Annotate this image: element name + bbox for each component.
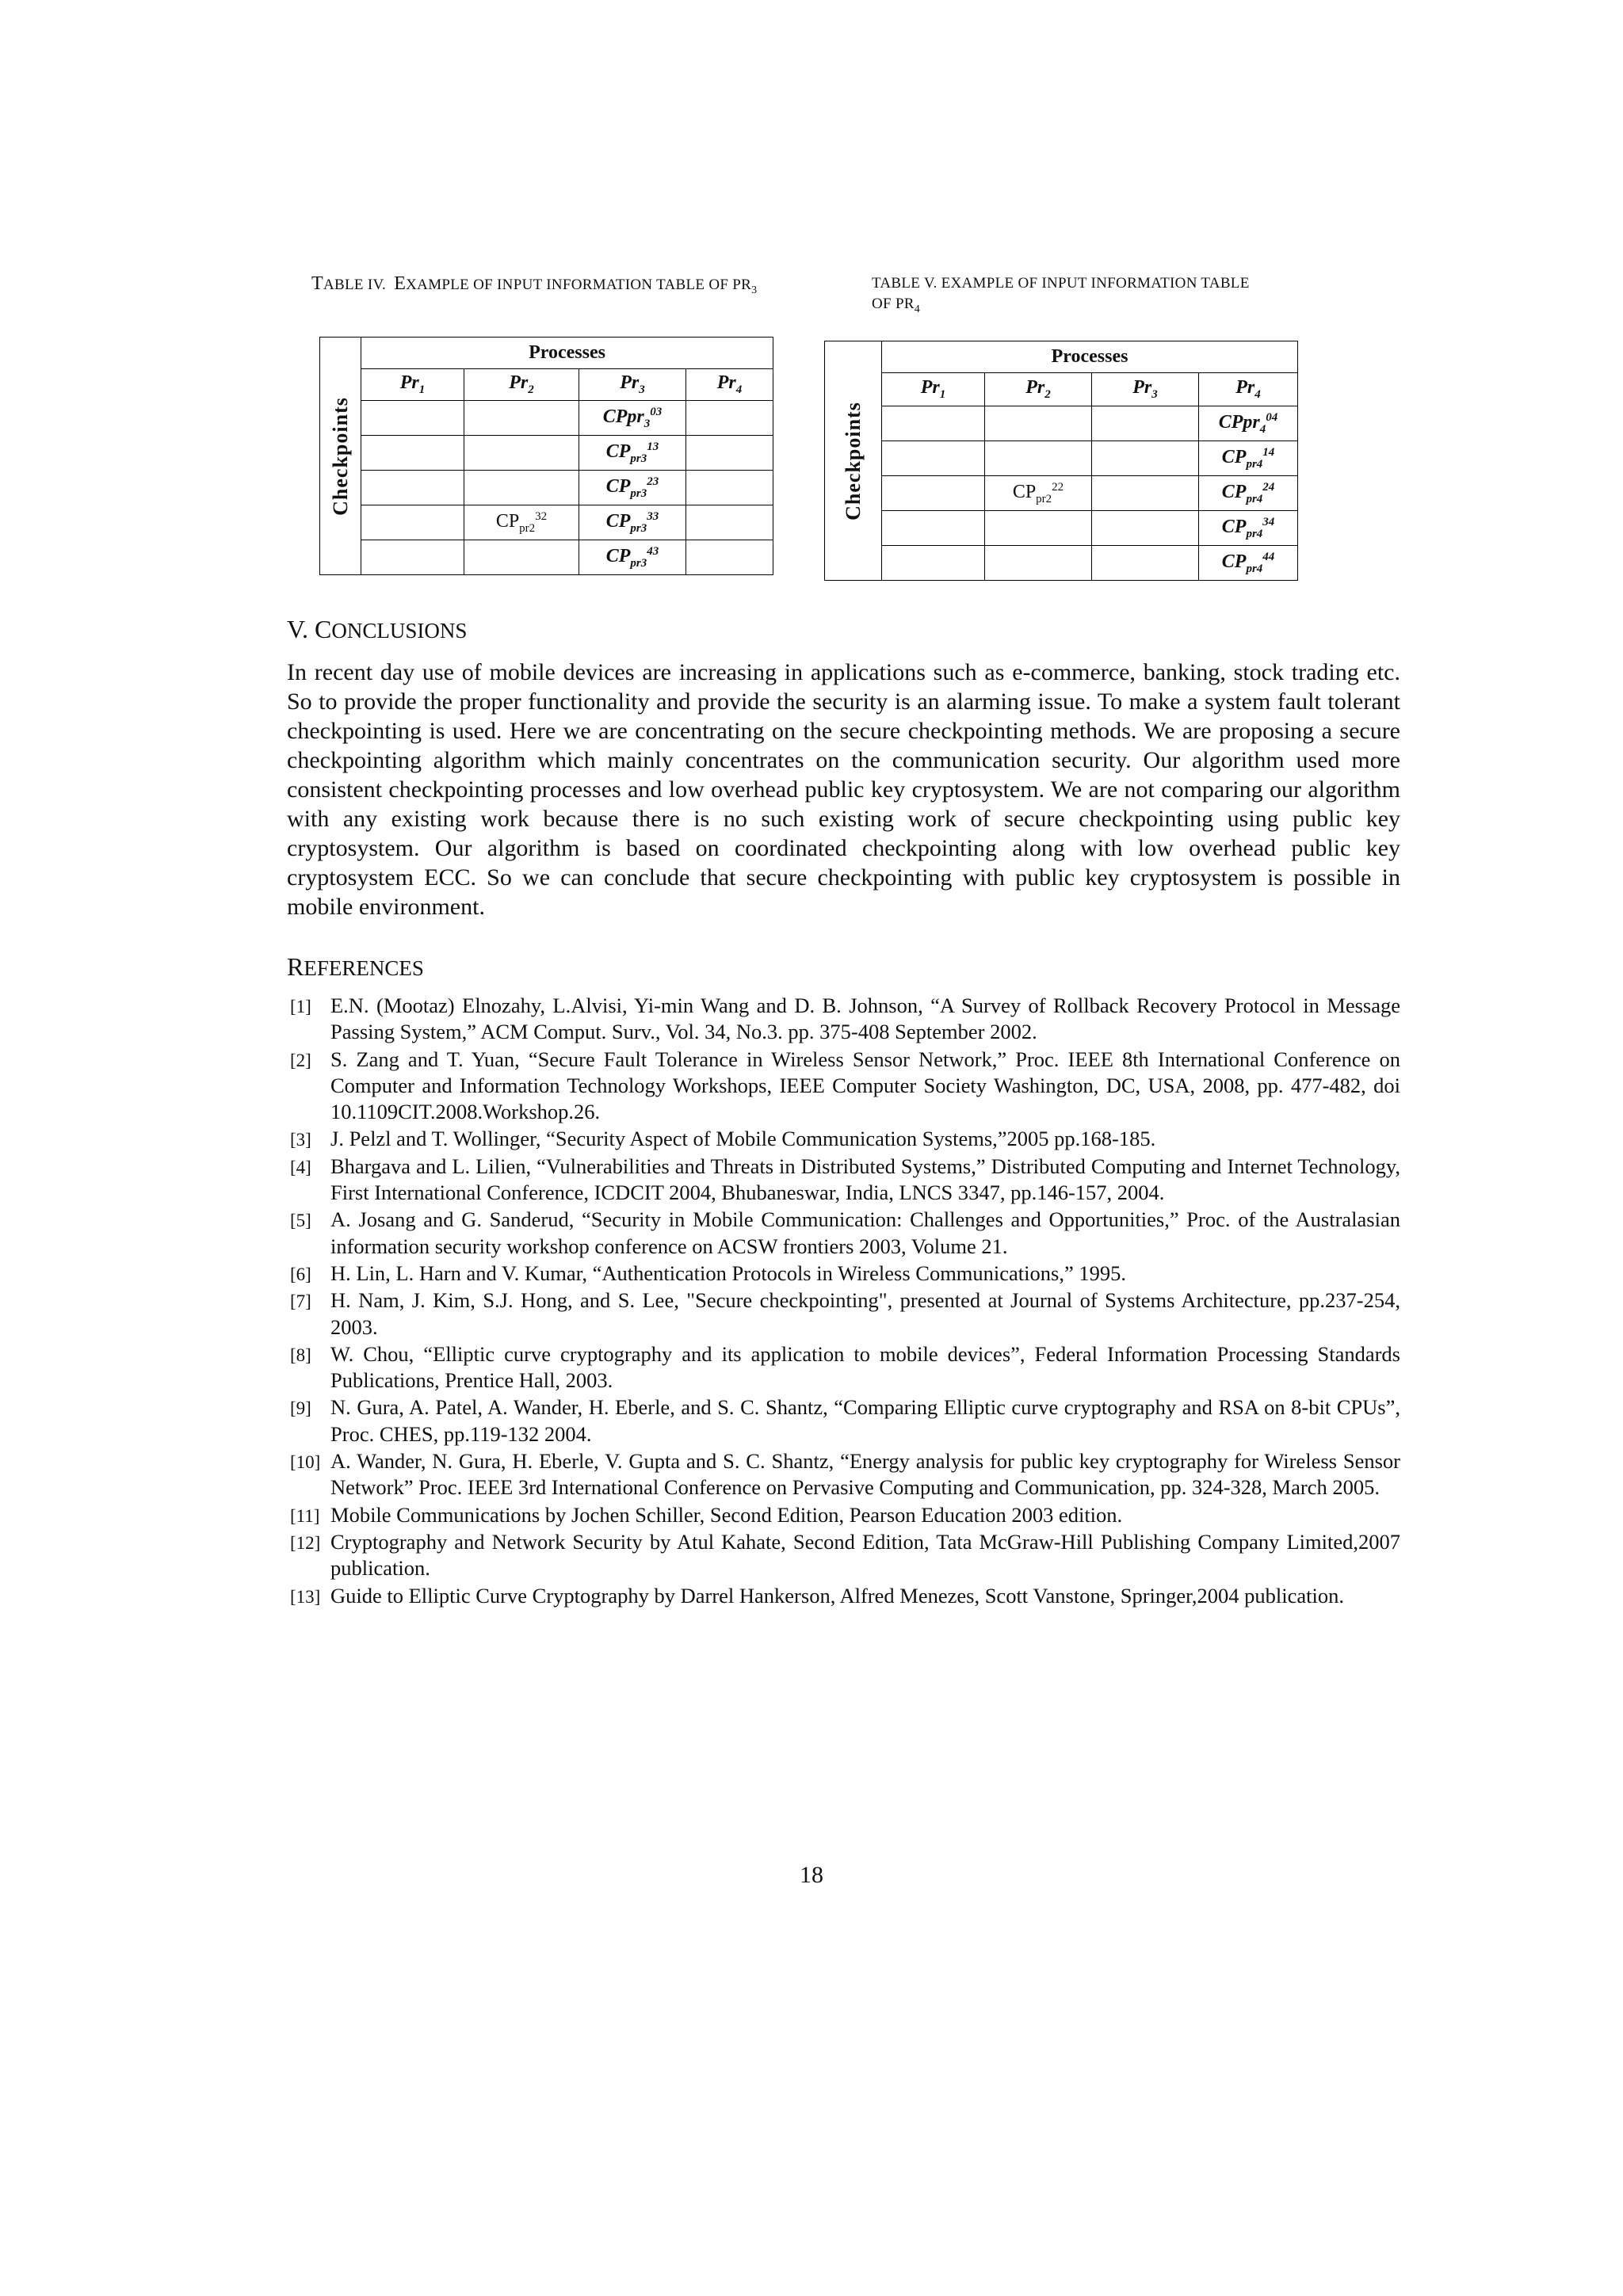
checkpoints-label: Checkpoints xyxy=(841,401,865,521)
checkpoint-cell: $CP_{pr2}^{22}$ xyxy=(985,476,1092,511)
column-header-pr2: $Pr_2$ xyxy=(464,369,579,401)
reference-text: A. Josang and G. Sanderud, “Security in Mobile Communication: Challenges and Opportunities,” Proc. of the Australasian information security workshop conference on ACSW frontiers 2003, Volume 21. xyxy=(330,1207,1400,1258)
reference-text: Mobile Communications by Jochen Schiller, Second Edition, Pearson Education 2003 edition. xyxy=(330,1502,1123,1527)
checkpoint-cell: $CP_{pr3}^{43}$ xyxy=(579,540,686,575)
reference-item xyxy=(290,1529,1400,1582)
table-cell xyxy=(686,540,773,575)
checkpoint-cell: $CP_{pr4}^{14}$ xyxy=(1199,441,1298,476)
reference-item xyxy=(290,1287,1400,1341)
reference-number: [12] xyxy=(290,1532,321,1553)
reference-text: H. Lin, L. Harn and V. Kumar, “Authentication Protocols in Wireless Communications,” 1995. xyxy=(330,1261,1126,1285)
checkpoint-cell: CPpr$_3^{03}$ xyxy=(579,401,686,436)
checkpoints-label: Checkpoints xyxy=(328,396,352,516)
reference-number: [8] xyxy=(290,1344,311,1365)
reference-number: [5] xyxy=(290,1211,311,1231)
reference-number: [2] xyxy=(290,1050,311,1070)
reference-number: [9] xyxy=(290,1398,311,1419)
checkpoint-cell: $CP_{pr2}^{32}$ xyxy=(464,505,579,540)
reference-text: E.N. (Mootaz) Elnozahy, L.Alvisi, Yi-min Wang and D. B. Johnson, “A Survey of Rollback Recovery Protocol in Message Passing System,” ACM Comput. Surv., Vol. 34, No.3. pp. 375-408 September 2002. xyxy=(330,994,1400,1044)
reference-item xyxy=(290,1047,1400,1126)
table-cell xyxy=(882,406,985,441)
table5-caption-line1: TABLE V. EXAMPLE OF INPUT INFORMATION TABLE xyxy=(872,275,1250,292)
table-cell xyxy=(361,505,464,540)
reference-number: [7] xyxy=(290,1291,311,1312)
table-cell xyxy=(985,546,1092,581)
checkpoints-header xyxy=(320,338,361,575)
table-cell xyxy=(361,436,464,471)
reference-number: [3] xyxy=(290,1130,311,1150)
reference-number: [6] xyxy=(290,1264,311,1284)
reference-number: [11] xyxy=(290,1505,320,1526)
column-header-pr1: $Pr_1$ xyxy=(361,369,464,401)
checkpoint-cell: $CP_{pr4}^{24}$ xyxy=(1199,476,1298,511)
table-cell xyxy=(1092,546,1199,581)
table5-caption-line2: OF $PR_4$ xyxy=(872,296,921,315)
reference-item xyxy=(290,1448,1400,1501)
table-cell xyxy=(464,471,579,505)
table-cell xyxy=(361,401,464,436)
column-header-pr2: $Pr_2$ xyxy=(985,373,1092,406)
table-cell xyxy=(1092,476,1199,511)
column-header-pr3: $Pr_3$ xyxy=(579,369,686,401)
table-cell xyxy=(985,511,1092,546)
table5 xyxy=(824,341,1298,581)
checkpoints-header xyxy=(825,341,882,581)
column-header-pr3: $Pr_3$ xyxy=(1092,373,1199,406)
table-cell xyxy=(985,406,1092,441)
reference-text: Cryptography and Network Security by Atul Kahate, Second Edition, Tata McGraw-Hill Publishing Company Limited,2007 publication. xyxy=(330,1529,1400,1581)
reference-item xyxy=(290,1261,1400,1287)
page-number: 18 xyxy=(800,1862,823,1888)
table-cell xyxy=(882,546,985,581)
reference-text: Bhargava and L. Lilien, “Vulnerabilities and Threats in Distributed Systems,” Distributed Computing and Internet Technology, First International Conference, ICDCIT 2004, Bhubaneswar, India, LNCS 3347, pp.146-157, 2004. xyxy=(330,1154,1400,1205)
column-header-pr4: $Pr_4$ xyxy=(686,369,773,401)
reference-text: Guide to Elliptic Curve Cryptography by Darrel Hankerson, Alfred Menezes, Scott Vanstone, Springer,2004 publication. xyxy=(330,1583,1345,1608)
table-cell xyxy=(985,441,1092,476)
reference-text: W. Chou, “Elliptic curve cryptography and its application to mobile devices”, Federal Information Processing Standards Publications, Prentice Hall, 2003. xyxy=(330,1341,1400,1393)
table-cell xyxy=(686,471,773,505)
checkpoint-cell: $CP_{pr3}^{23}$ xyxy=(579,471,686,505)
reference-item xyxy=(290,1154,1400,1207)
references-heading: REFERENCES xyxy=(287,952,424,981)
reference-number: [1] xyxy=(290,997,311,1016)
reference-item xyxy=(290,1502,1400,1528)
column-header-pr1: $Pr_1$ xyxy=(882,373,985,406)
reference-text: A. Wander, N. Gura, H. Eberle, V. Gupta and S. C. Shantz, “Energy analysis for public key cryptography for Wireless Sensor Network” Proc. IEEE 3rd International Conference on Pervasive Computing and Communication, pp. 324-328, March 2005. xyxy=(330,1449,1400,1500)
reference-item xyxy=(290,1126,1400,1152)
reference-text: S. Zang and T. Yuan, “Secure Fault Tolerance in Wireless Sensor Network,” Proc. IEEE 8th International Conference on Computer and Information Technology Workshops, IEEE Computer Society Washington, DC, USA, 2008, pp. 477-482, doi 10.1109CIT.2008.Workshop.26. xyxy=(330,1047,1400,1124)
conclusions-paragraph: In recent day use of mobile devices are increasing in applications such as e-commerce, banking, stock trading etc. So to provide the proper functionality and provide the security is an alarming issue. To make a system fault tolerant checkpointing is used. Here we are concentrating on the secure checkpointing methods. We are proposing a secure checkpointing algorithm which mainly concentrates on the communication security. Our algorithm used more consistent checkpointing processes and low overhead public key cryptosystem. We are not comparing our algorithm with any existing work because there is no such existing work of secure checkpointing using public key cryptosystem. Our algorithm is based on coordinated checkpointing along with low overhead public key cryptosystem ECC. So we can conclude that secure checkpointing with public key cryptosystem is possible in mobile environment. xyxy=(287,659,1400,920)
table-cell xyxy=(361,471,464,505)
checkpoint-cell: $CP_{pr3}^{33}$ xyxy=(579,505,686,540)
table4-caption: TABLE IV. EXAMPLE OF INPUT INFORMATION TABLE OF $PR_3$ xyxy=(311,273,758,296)
table5-caption xyxy=(872,273,1347,320)
conclusions-heading: V. CONCLUSIONS xyxy=(287,615,468,643)
reference-item xyxy=(290,1394,1400,1447)
table-cell xyxy=(882,511,985,546)
table-cell xyxy=(1092,511,1199,546)
table-cell xyxy=(1092,441,1199,476)
reference-number: [10] xyxy=(290,1452,321,1473)
checkpoint-cell: CPpr$_4^{04}$ xyxy=(1199,406,1298,441)
table-cell xyxy=(686,401,773,436)
reference-text: H. Nam, J. Kim, S.J. Hong, and S. Lee, "Secure checkpointing", presented at Journal of Systems Architecture, pp.237-254, 2003. xyxy=(330,1288,1400,1339)
reference-item xyxy=(290,1583,1400,1609)
table-cell xyxy=(464,436,579,471)
table-cell xyxy=(686,505,773,540)
checkpoint-cell: $CP_{pr4}^{34}$ xyxy=(1199,511,1298,546)
reference-number: [4] xyxy=(290,1157,311,1177)
checkpoint-cell: $CP_{pr4}^{44}$ xyxy=(1199,546,1298,581)
table-cell xyxy=(882,441,985,476)
table-cell xyxy=(882,476,985,511)
processes-header: Processes xyxy=(882,341,1298,373)
checkpoint-cell: $CP_{pr3}^{13}$ xyxy=(579,436,686,471)
reference-number: [13] xyxy=(290,1586,321,1607)
reference-item xyxy=(290,993,1400,1046)
processes-header: Processes xyxy=(361,338,773,369)
table-cell xyxy=(464,401,579,436)
table-cell xyxy=(361,540,464,575)
column-header-pr4: $Pr_4$ xyxy=(1199,373,1298,406)
reference-item xyxy=(290,1341,1400,1394)
reference-list xyxy=(290,993,1400,1610)
table-cell xyxy=(1092,406,1199,441)
table4 xyxy=(319,337,773,575)
reference-text: N. Gura, A. Patel, A. Wander, H. Eberle, and S. C. Shantz, “Comparing Elliptic curve cryptography and RSA on 8-bit CPUs”, Proc. CHES, pp.119-132 2004. xyxy=(330,1395,1400,1446)
table-cell xyxy=(686,436,773,471)
reference-text: J. Pelzl and T. Wollinger, “Security Aspect of Mobile Communication Systems,”2005 pp.168-185. xyxy=(330,1127,1156,1151)
table-cell xyxy=(464,540,579,575)
reference-item xyxy=(290,1207,1400,1260)
